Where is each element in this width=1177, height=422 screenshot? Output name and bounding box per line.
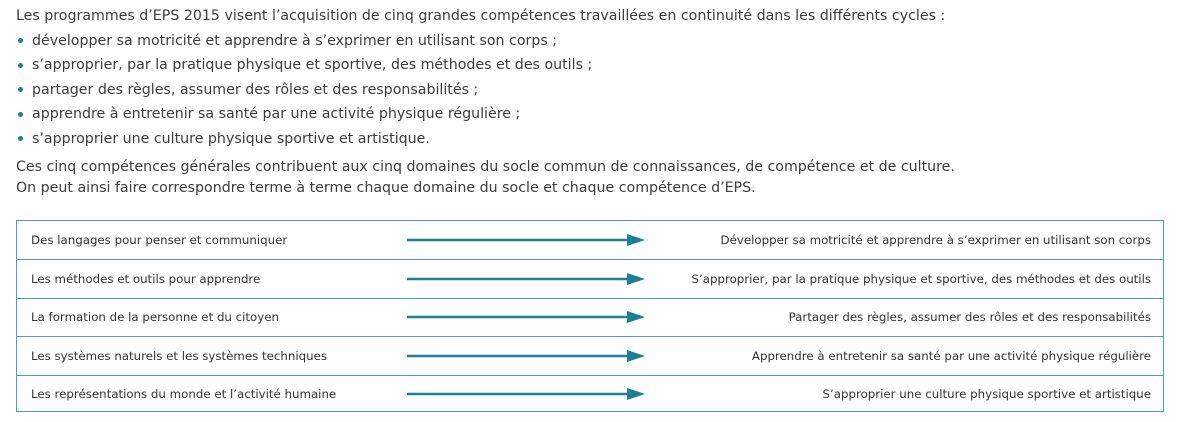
bullet-dot-icon [18, 112, 23, 117]
table-row [17, 260, 1163, 299]
correspondence-table [16, 220, 1164, 412]
arrow-right-icon [407, 349, 645, 363]
summary-paragraph [16, 157, 1166, 199]
list-item [16, 53, 1166, 78]
arrow-right-icon [407, 272, 645, 286]
list-item [16, 127, 1166, 152]
paragraph-line: On peut ainsi faire correspondre terme à terme chaque domaine du socle et chaque compétence d’EPS. [16, 180, 756, 196]
domain-label: La formation de la personne et du citoyen [31, 310, 279, 325]
arrow-right-icon [407, 233, 645, 247]
table-row [17, 298, 1163, 337]
table-row [17, 375, 1163, 414]
arrow-right-icon [407, 310, 645, 324]
competence-label: Développer sa motricité et apprendre à s’exprimer en utilisant son corps [720, 233, 1151, 248]
list-item-text: partager des règles, assumer des rôles et des responsabilités ; [32, 81, 479, 98]
document-body [16, 4, 1166, 199]
list-item-text: apprendre à entretenir sa santé par une activité physique régulière ; [32, 106, 521, 122]
bullet-dot-icon [18, 87, 23, 92]
domain-label: Des langages pour penser et communiquer [31, 233, 288, 248]
table-row [17, 337, 1163, 376]
paragraph-line: Ces cinq compétences générales contribuent aux cinq domaines du socle commun de connaissances, de compétence et de culture. [16, 159, 955, 175]
competence-list [16, 29, 1166, 152]
list-item [16, 78, 1166, 103]
list-item-text: développer sa motricité et apprendre à s’exprimer en utilisant son corps ; [32, 32, 558, 49]
domain-label: Les méthodes et outils pour apprendre [31, 271, 261, 286]
bullet-dot-icon [18, 136, 23, 141]
bullet-dot-icon [18, 63, 23, 68]
competence-label: S’approprier une culture physique sportive et artistique [822, 387, 1151, 402]
domain-label: Les systèmes naturels et les systèmes techniques [31, 348, 327, 363]
competence-label: Partager des règles, assumer des rôles et des responsabilités [788, 310, 1151, 325]
list-item-text: s’approprier une culture physique sportive et artistique. [32, 130, 430, 147]
competence-label: Apprendre à entretenir sa santé par une activité physique régulière [751, 348, 1151, 363]
list-item [16, 102, 1166, 127]
intro-text: Les programmes d’EPS 2015 visent l’acquisition de cinq grandes compétences travaillées en continuité dans les différents cycles : [16, 8, 946, 24]
table-row [17, 221, 1163, 260]
list-item-text: s’approprier, par la pratique physique et sportive, des méthodes et des outils ; [32, 57, 593, 73]
arrow-right-icon [407, 387, 645, 401]
bullet-dot-icon [18, 38, 23, 43]
domain-label: Les représentations du monde et l’activité humaine [31, 387, 337, 402]
competence-label: S’approprier, par la pratique physique et sportive, des méthodes et des outils [691, 271, 1151, 286]
list-item [16, 29, 1166, 54]
